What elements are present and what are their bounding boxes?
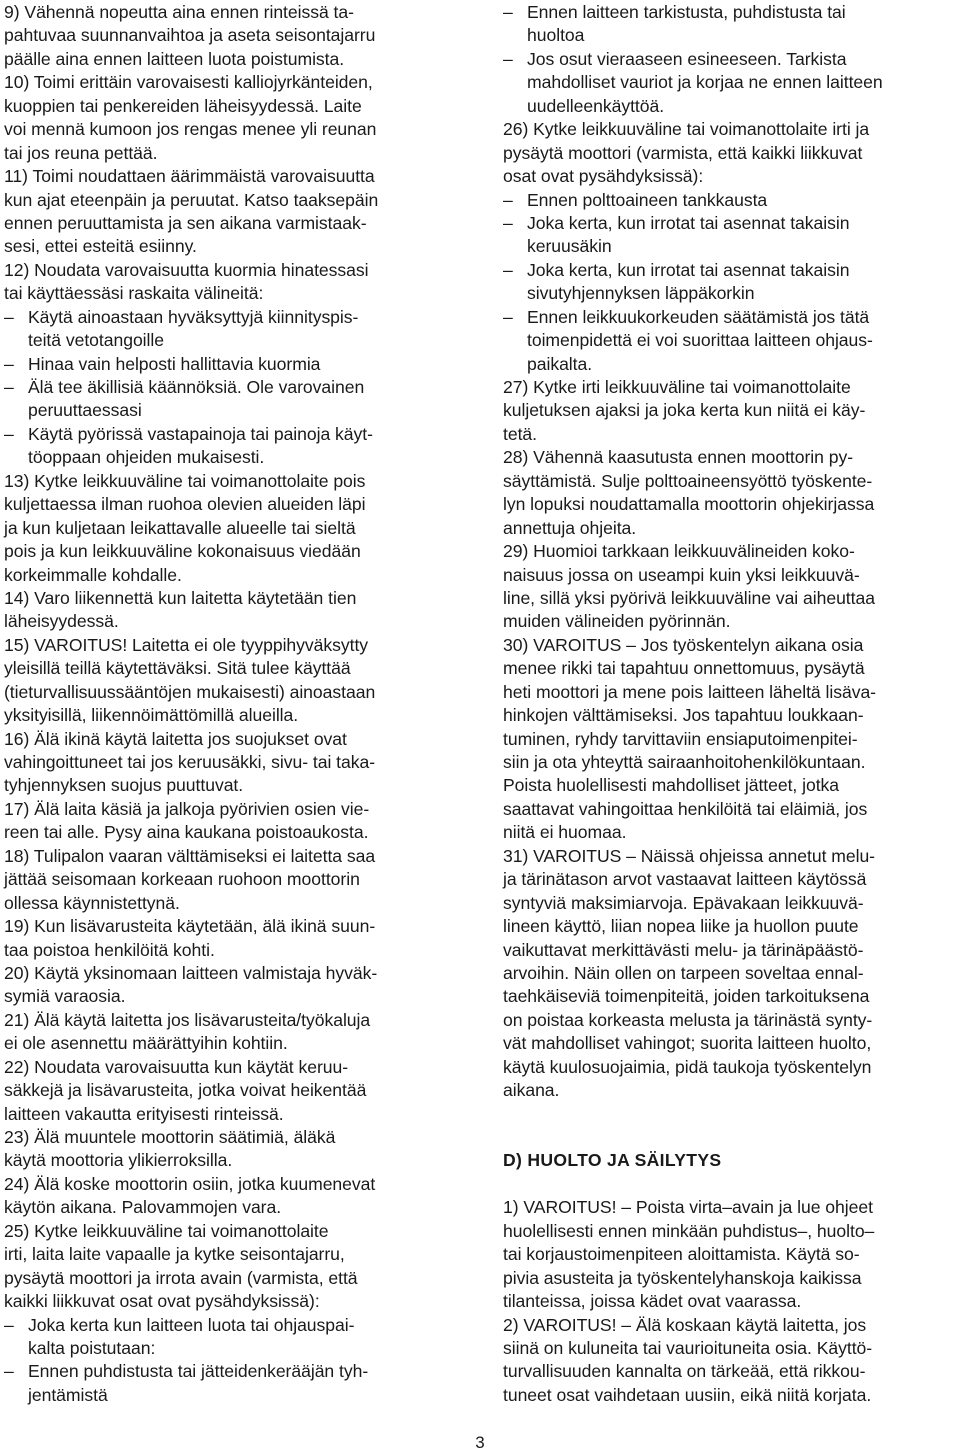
bullet-line — [503, 48, 955, 71]
text-line: ei ole asennettu määrättyihin kohtiin. — [4, 1033, 288, 1054]
text-line: 21) Älä käytä laitetta jos lisävarusteita/työkaluja — [4, 1009, 371, 1030]
bullet-continuation-line: kalta poistutaan: — [28, 1337, 156, 1358]
text-line: 15) VAROITUS! Laitetta ei ole tyyppihyväksytty — [4, 634, 369, 655]
text-line: pivia asusteita ja työskentelyhanskoja kaikissa — [503, 1267, 862, 1288]
text-line: 2) VAROITUS! – Älä koskaan käytä laitetta, jos — [503, 1314, 867, 1335]
bullet-text: Hinaa vain helposti hallittavia kuormia — [28, 353, 321, 374]
dash-bullet: – — [4, 1314, 14, 1335]
text-line: käytä moottoria ylikierroksilla. — [4, 1150, 233, 1171]
bullet-line — [4, 1360, 462, 1383]
text-line: ja kun kuljetaan leikattavalle alueelle tai sieltä — [4, 517, 356, 538]
section-heading: D) HUOLTO JA SÄILYTYS — [503, 1150, 722, 1171]
bullet-line — [4, 306, 462, 329]
text-line: voi mennä kumoon jos rengas menee yli reunan — [4, 119, 377, 140]
bullet-line — [503, 306, 955, 329]
text-line: heti moottori ja mene pois laitteen läheltä lisäva- — [503, 681, 876, 702]
text-line: 24) Älä koske moottorin osiin, jotka kuumenevat — [4, 1173, 376, 1194]
text-line: naisuus jossa on useampi kuin yksi leikkuuvä- — [503, 564, 860, 585]
page-number: 3 — [475, 1433, 485, 1452]
bullet-line — [4, 376, 462, 399]
text-line: lyn lopuksi noudattamalla moottorin ohjekirjassa — [503, 494, 875, 515]
bullet-text: Joka kerta, kun irrotat tai asennat takaisin — [527, 259, 850, 280]
text-line: kaikki liikkuvat osat ovat pysähdyksissä): — [4, 1291, 320, 1312]
bullet-continuation-line: töoppaan ohjeiden mukaisesti. — [28, 447, 265, 468]
text-line: 10) Toimi erittäin varovaisesti kalliojyrkänteiden, — [4, 72, 373, 93]
text-line: siin ja ota yhteyttä sairaanhoitohenkilökuntaan. — [503, 752, 866, 772]
text-line: pysäytä moottori (varmista, että kaikki liikkuvat — [503, 142, 863, 163]
bullet-text: Käytä ainoastaan hyväksyttyjä kiinnityspis- — [28, 306, 359, 327]
text-line: 13) Kytke leikkuuväline tai voimanottolaite pois — [4, 470, 366, 491]
dash-bullet: – — [503, 2, 513, 22]
text-line: korkeimmalle kohdalle. — [4, 564, 182, 585]
text-line: 23) Älä muuntele moottorin säätimiä, äläkä — [4, 1127, 336, 1147]
bullet-continuation-line: sivutyhjennyksen läppäkorkin — [527, 283, 755, 304]
text-line: huolellisesti ennen minkään puhdistus–, huolto– — [503, 1220, 875, 1241]
text-line: 22) Noudata varovaisuutta kun käytät keruu- — [4, 1056, 349, 1077]
bullet-text: Joka kerta, kun irrotat tai asennat takaisin — [527, 212, 850, 233]
dash-bullet: – — [503, 189, 513, 210]
text-line: yleisillä teillä käytettäväksi. Sitä tulee käyttää — [4, 658, 351, 679]
text-line: 11) Toimi noudattaen äärimmäistä varovaisuutta — [4, 166, 375, 187]
text-line: 31) VAROITUS – Näissä ohjeissa annetut melu- — [503, 845, 875, 866]
text-line: annettuja ohjeita. — [503, 517, 637, 538]
bullet-continuation-line: uudelleenkäyttöä. — [527, 95, 665, 116]
bullet-text: Joka kerta kun laitteen luota tai ohjauspai- — [28, 1314, 355, 1335]
bullet-continuation-line: paikalta. — [527, 353, 593, 374]
text-line: tetä. — [503, 423, 537, 444]
text-line: kun ajat eteenpäin ja peruutat. Katso taaksepäin — [4, 189, 379, 210]
blank-line — [503, 1103, 955, 1126]
bullet-line — [4, 423, 462, 446]
text-line: säyttämistä. Sulje polttoaineensyöttö työskente- — [503, 470, 873, 491]
text-line: kuljettaessa ilman ruohoa olevien alueiden läpi — [4, 494, 366, 515]
dash-bullet: – — [4, 423, 14, 444]
text-line: 28) Vähennä kaasutusta ennen moottorin py- — [503, 447, 854, 468]
bullet-line — [503, 259, 955, 282]
text-line: 1) VAROITUS! – Poista virta–avain ja lue ohjeet — [503, 1197, 873, 1218]
text-line: jättää seisomaan korkeaan ruohoon moottorin — [4, 869, 360, 890]
text-line: aikana. — [503, 1080, 560, 1101]
blank-line — [503, 1173, 955, 1196]
text-line: 29) Huomioi tarkkaan leikkuuvälineiden koko- — [503, 541, 855, 562]
dash-bullet: – — [4, 306, 14, 327]
text-line: 17) Älä laita käsiä ja jalkoja pyörivien osien vie- — [4, 798, 370, 819]
bullet-continuation-line: toimenpidettä ei voi suorittaa laitteen ohjaus- — [527, 330, 873, 351]
text-line: 27) Kytke irti leikkuuväline tai voimanottolaite — [503, 377, 851, 397]
text-line: 14) Varo liikennettä kun laitetta käytetään tien — [4, 587, 357, 608]
bullet-line — [503, 1, 955, 24]
dash-bullet: – — [503, 48, 513, 69]
bullet-line — [503, 212, 955, 235]
text-line: pysäytä moottori ja irrota avain (varmista, että — [4, 1267, 358, 1288]
bullet-line — [503, 189, 955, 212]
text-line: on poistaa korkeasta melusta ja tärinästä synty- — [503, 1009, 873, 1030]
text-line: 26) Kytke leikkuuväline tai voimanottolaite irti ja — [503, 119, 870, 140]
text-line: ollessa käynnistettynä. — [4, 892, 180, 913]
bullet-text: Ennen leikkuukorkeuden säätämistä jos tätä — [527, 306, 870, 327]
text-line: tilanteissa, joissa kädet ovat vaarassa. — [503, 1291, 802, 1312]
text-line: saattavat vahingoittaa henkilöitä tai eläimiä, jos — [503, 798, 868, 819]
text-line: kuoppien tai penkereiden läheisyydessä. Laite — [4, 95, 362, 116]
text-line: arvoihin. Näin ollen on tarpeen soveltaa ennal- — [503, 962, 864, 983]
text-line: niitä ei huomaa. — [503, 822, 627, 843]
text-line: pahtuvaa suunnanvaihtoa ja aseta seisontajarru — [4, 25, 376, 46]
text-line: kuljetuksen ajaksi ja joka kerta kun niitä ei käy- — [503, 400, 866, 421]
text-line: taehkäiseviä toimenpiteitä, joiden tarkoituksena — [503, 986, 870, 1007]
text-line: lineen käyttö, liian nopea liike ja huollon puute — [503, 916, 859, 937]
text-line: tyhjennyksen suojus puuttuvat. — [4, 775, 244, 796]
text-line: symiä varaosia. — [4, 986, 126, 1007]
text-line: vät mahdolliset vahingot; suorita laitteen huolto, — [503, 1033, 872, 1054]
text-line: menee rikki tai tapahtuu onnettomuus, pysäytä — [503, 658, 865, 679]
text-line: tai jos reuna pettää. — [4, 142, 158, 163]
dash-bullet: – — [503, 259, 513, 280]
text-line: muiden välineiden pyörinnän. — [503, 611, 731, 632]
text-line: käytä kuulosuojaimia, pidä taukoja työskentelyn — [503, 1056, 872, 1077]
text-line: 16) Älä ikinä käytä laitetta jos suojukset ovat — [4, 728, 347, 749]
text-line: osat ovat pysähdyksissä): — [503, 166, 704, 187]
bullet-text: Ennen polttoaineen tankkausta — [527, 189, 768, 210]
text-line: säkkejä ja lisävarusteita, jotka voivat heikentää — [4, 1080, 367, 1101]
text-line: 20) Käytä yksinomaan laitteen valmistaja hyväk- — [4, 962, 378, 983]
text-line: ja tärinätason arvot vastaavat laitteen käytössä — [503, 869, 867, 890]
text-line: käytön aikana. Palovammojen vara. — [4, 1197, 282, 1218]
bullet-text: Älä tee äkillisiä käännöksiä. Ole varovainen — [28, 377, 365, 397]
text-line: 18) Tulipalon vaaran välttämiseksi ei laitetta saa — [4, 845, 376, 866]
bullet-line — [4, 1314, 462, 1337]
dash-bullet: – — [503, 212, 513, 233]
text-line: tuminen, ryhdy tarvittaviin ensiaputoimenpitei- — [503, 728, 858, 749]
bullet-continuation-line: peruuttaessasi — [28, 400, 142, 421]
text-line: irti, laita laite vapaalle ja kytke seisontajarru, — [4, 1244, 345, 1265]
text-line: päälle aina ennen laitteen luota poistumista. — [4, 48, 345, 69]
text-line: sesi, ettei esteitä esiinny. — [4, 236, 197, 257]
bullet-continuation-line: mahdolliset vauriot ja korjaa ne ennen laitteen — [527, 72, 883, 93]
dash-bullet: – — [4, 353, 14, 374]
bullet-text: Käytä pyörissä vastapainoja tai painoja käyt- — [28, 423, 373, 444]
text-line: siinä on kuluneita tai vaurioituneita osia. Käyttö- — [503, 1337, 873, 1358]
text-line: taa poistoa henkilöitä kohti. — [4, 939, 215, 960]
text-line: 12) Noudata varovaisuutta kuormia hinatessasi — [4, 259, 369, 280]
text-line: pois ja kun leikkuuväline kokonaisuus viedään — [4, 541, 361, 562]
bullet-text: Ennen laitteen tarkistusta, puhdistusta tai — [527, 2, 846, 22]
text-line: line, sillä yksi pyörivä leikkuuväline vai aiheuttaa — [503, 587, 875, 608]
text-line: 9) Vähennä nopeutta aina ennen rinteissä ta- — [4, 2, 354, 22]
bullet-continuation-line: jentämistä — [28, 1384, 108, 1405]
text-line: vaikuttavat merkittävästi melu- ja tärinäpäästö- — [503, 939, 864, 960]
text-line: turvallisuuden kannalta on tärkeää, että rikkou- — [503, 1361, 866, 1382]
text-line: yksityisillä, liikennöimättömillä alueilla. — [4, 705, 299, 726]
text-line: tai korjaustoimenpiteen aloittamista. Käytä so- — [503, 1244, 860, 1265]
text-line: 19) Kun lisävarusteita käytetään, älä ikinä suun- — [4, 916, 376, 937]
dash-bullet: – — [503, 306, 513, 327]
right-text-column — [503, 1, 955, 1407]
text-line: ennen peruuttamista ja sen aikana varmistaak- — [4, 212, 367, 233]
text-line: syntyviä maksimiarvoja. Epävakaan leikkuuvä- — [503, 892, 864, 913]
bullet-text: Ennen puhdistusta tai jätteidenkerääjän tyh- — [28, 1361, 369, 1382]
bullet-text: Jos osut vieraaseen esineeseen. Tarkista — [527, 48, 847, 69]
text-line: (tieturvallisuussääntöjen mukaisesti) ainoastaan — [4, 681, 376, 702]
text-line: 25) Kytke leikkuuväline tai voimanottolaite — [4, 1220, 329, 1241]
text-line: Poista huolellisesti mahdolliset jätteet, jotka — [503, 775, 840, 796]
bullet-continuation-line: huoltoa — [527, 25, 585, 46]
left-text-column — [4, 1, 462, 1407]
text-line: reen tai alle. Pysy aina kaukana poistoaukosta. — [4, 822, 369, 843]
bullet-continuation-line: teitä vetotangoille — [28, 330, 164, 351]
dash-bullet: – — [4, 1361, 14, 1382]
bullet-continuation-line: keruusäkin — [527, 236, 612, 257]
text-line: vahingoittuneet tai jos keruusäkki, sivu- tai taka- — [4, 752, 376, 772]
bullet-line — [4, 353, 462, 376]
dash-bullet: – — [4, 377, 14, 397]
text-line: 30) VAROITUS – Jos työskentelyn aikana osia — [503, 634, 864, 655]
text-line: laitteen vakautta erityisesti rinteissä. — [4, 1103, 284, 1124]
text-line: hinkojen välttämiseksi. Jos tapahtuu loukkaan- — [503, 705, 864, 726]
text-line: tai käyttäessäsi raskaita välineitä: — [4, 283, 264, 304]
text-line: läheisyydessä. — [4, 611, 119, 632]
blank-line — [503, 1126, 955, 1149]
text-line: tuneet osat vaihdetaan uusiin, eikä niitä korjata. — [503, 1384, 872, 1405]
